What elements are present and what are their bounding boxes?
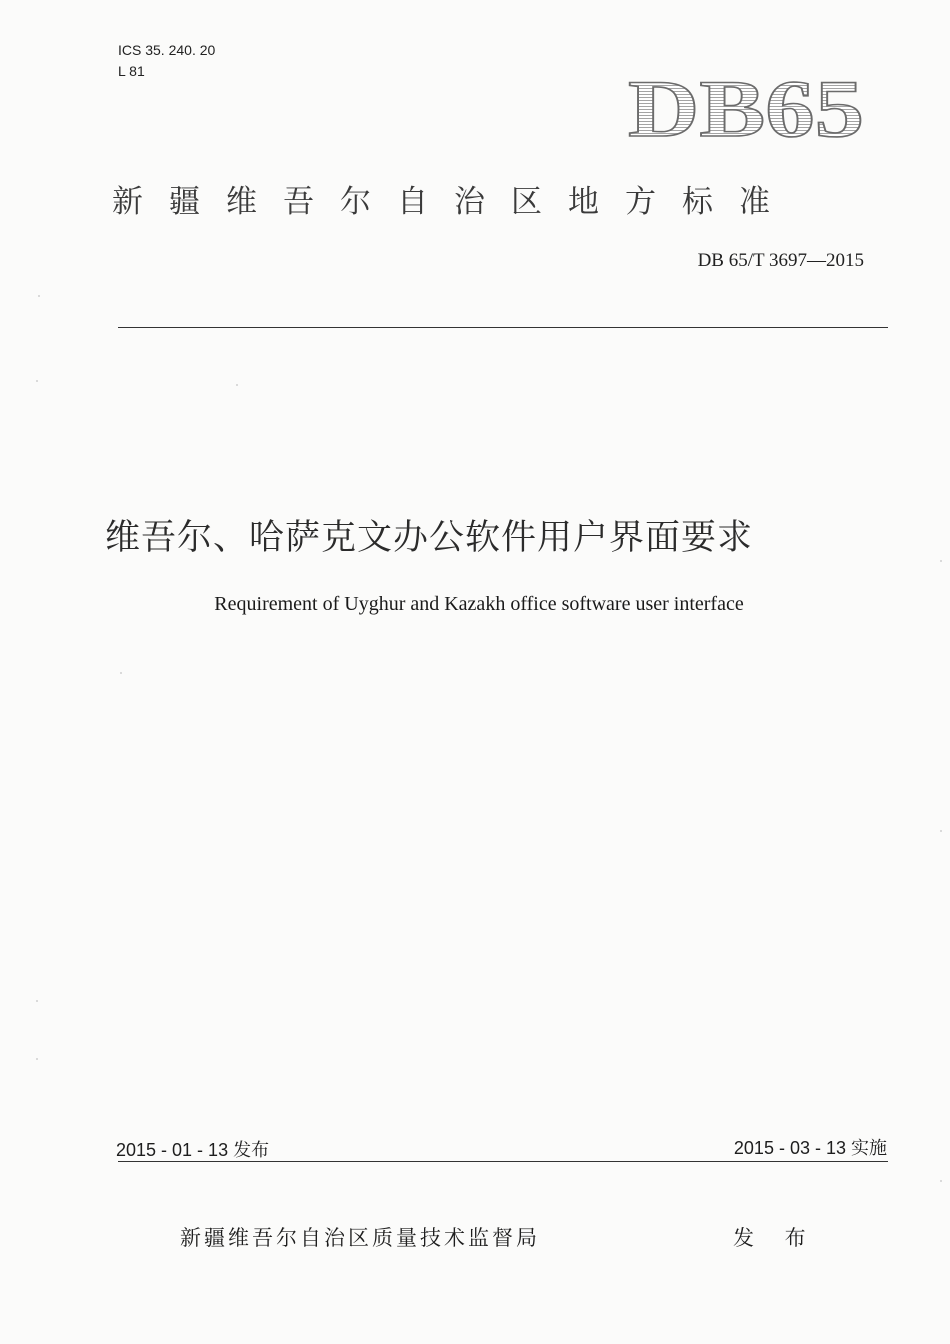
scan-speck bbox=[38, 295, 40, 297]
issuing-authority: 新疆维吾尔自治区质量技术监督局 bbox=[180, 1226, 540, 1250]
scan-speck bbox=[36, 1058, 38, 1060]
ccs-code: L 81 bbox=[118, 63, 145, 79]
top-divider bbox=[118, 327, 888, 328]
scan-speck bbox=[36, 1000, 38, 1002]
scan-speck bbox=[940, 1180, 942, 1182]
standard-number: DB 65/T 3697—2015 bbox=[697, 250, 864, 271]
document-title-chinese: 维吾尔、哈萨克文办公软件用户界面要求 bbox=[105, 518, 754, 558]
scan-speck bbox=[36, 380, 38, 382]
scan-speck bbox=[940, 560, 942, 562]
document-title-english: Requirement of Uyghur and Kazakh office software user interface bbox=[214, 593, 744, 615]
scan-speck bbox=[236, 384, 238, 386]
scan-speck bbox=[120, 672, 122, 674]
bottom-divider bbox=[118, 1161, 888, 1162]
db65-logo bbox=[628, 72, 868, 142]
classification-codes bbox=[118, 40, 215, 82]
logo-text: DB65 bbox=[628, 72, 864, 142]
publish-date: 2015 - 01 - 13 发布 bbox=[116, 1140, 270, 1160]
ics-code: ICS 35. 240. 20 bbox=[118, 42, 216, 58]
scan-speck bbox=[940, 830, 942, 832]
implement-date: 2015 - 03 - 13 实施 bbox=[733, 1138, 887, 1158]
standard-category: 新疆维吾尔自治区地方标准 bbox=[112, 184, 796, 220]
issue-label: 发 布 bbox=[733, 1226, 818, 1250]
